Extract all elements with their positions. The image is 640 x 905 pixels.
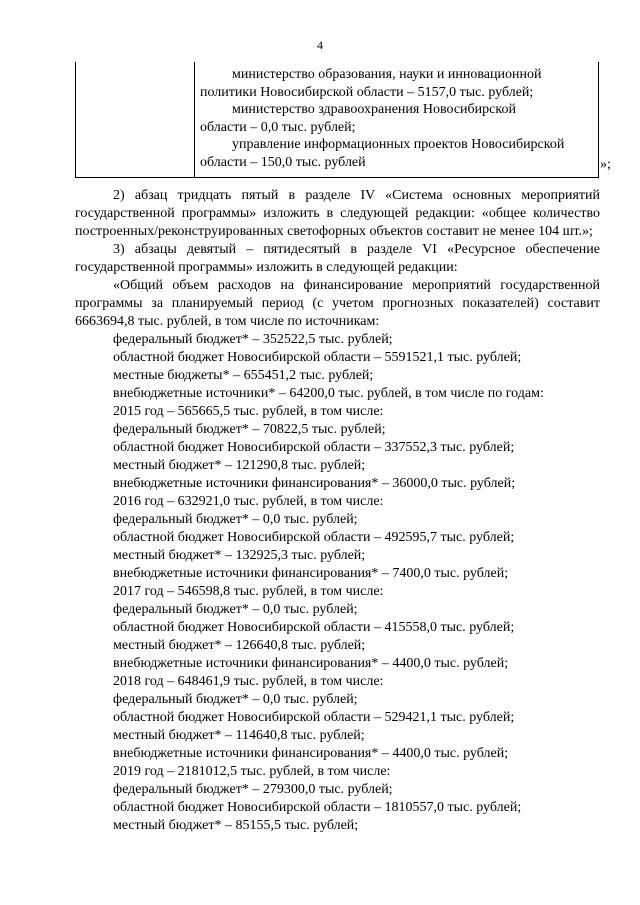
paragraph: 2017 год – 546598,8 тыс. рублей, в том числе: [113,584,384,599]
table-cell-content [200,66,594,171]
paragraph: местный бюджет* – 114640,8 тыс. рублей; [113,728,365,743]
paragraph: областной бюджет Новосибирской области – 1810557,0 тыс. рублей; [113,800,522,815]
document-body [75,187,600,835]
paragraph: внебюджетные источники финансирования* – 4400,0 тыс. рублей; [113,746,509,761]
paragraph: областной бюджет Новосибирской области – 5591521,1 тыс. рублей; [113,350,522,365]
paragraph: федеральный бюджет* – 70822,5 тыс. рублей; [113,422,386,437]
paragraph: федеральный бюджет* – 0,0 тыс. рублей; [113,692,358,707]
table-line: области – 150,0 тыс. рублей [200,154,366,170]
paragraph: внебюджетные источники финансирования* – 4400,0 тыс. рублей; [113,656,509,671]
table-column-divider [194,62,195,177]
paragraph: областной бюджет Новосибирской области – 337552,3 тыс. рублей; [113,440,515,455]
paragraph: 2015 год – 565665,5 тыс. рублей, в том числе: [113,404,384,419]
closing-quote: »; [600,157,611,172]
table-line: управление информационных проектов Новосибирской [232,137,565,152]
table-fragment [75,62,599,178]
paragraph: областной бюджет Новосибирской области – 415558,0 тыс. рублей; [113,620,515,635]
paragraph: внебюджетные источники* – 64200,0 тыс. рублей, в том числе по годам: [113,386,544,401]
paragraph: областной бюджет Новосибирской области – 492595,7 тыс. рублей; [113,530,515,545]
paragraph: федеральный бюджет* – 0,0 тыс. рублей; [113,512,358,527]
paragraph: 2016 год – 632921,0 тыс. рублей, в том числе: [113,494,384,509]
paragraph: внебюджетные источники финансирования* – 7400,0 тыс. рублей; [113,566,509,581]
paragraph: 3) абзацы девятый – пятидесятый в разделе VI «Ресурсное обеспечение государственной программы» изложить в следующей редакции: [75,242,600,275]
table-line: политики Новосибирской области – 5157,0 тыс. рублей; [200,84,534,100]
paragraph: областной бюджет Новосибирской области – 529421,1 тыс. рублей; [113,710,515,725]
paragraph: федеральный бюджет* – 352522,5 тыс. рублей; [113,332,393,347]
paragraph: 2) абзац тридцать пятый в разделе IV «Система основных мероприятий государственной программы» изложить в следующей редакции: «общее количество построенных/реконструированных светофорных объектов составит не менее 104 шт.»; [75,188,600,239]
paragraph: 2018 год – 648461,9 тыс. рублей, в том числе: [113,674,384,689]
paragraph: «Общий объем расходов на финансирование мероприятий государственной программы за планируемый период (с учетом прогнозных показателей) составит 6663694,8 тыс. рублей, в том числе по источникам: [75,278,600,329]
paragraph: федеральный бюджет* – 0,0 тыс. рублей; [113,602,358,617]
table-line: области – 0,0 тыс. рублей; [200,119,356,135]
paragraph: федеральный бюджет* – 279300,0 тыс. рублей; [113,782,393,797]
paragraph: 2019 год – 2181012,5 тыс. рублей, в том числе: [113,764,391,779]
paragraph: местные бюджеты* – 655451,2 тыс. рублей; [113,368,374,383]
paragraph: местный бюджет* – 126640,8 тыс. рублей; [113,638,366,653]
paragraph: местный бюджет* – 132925,3 тыс. рублей; [113,548,366,563]
table-line: министерство здравоохранения Новосибирской [232,102,516,117]
page-number: 4 [317,38,323,52]
paragraph: внебюджетные источники финансирования* – 36000,0 тыс. рублей; [113,476,516,491]
paragraph: местный бюджет* – 121290,8 тыс. рублей; [113,458,366,473]
table-line: министерство образования, науки и инновационной [232,67,542,82]
paragraph: местный бюджет* – 85155,5 тыс. рублей; [113,818,359,833]
